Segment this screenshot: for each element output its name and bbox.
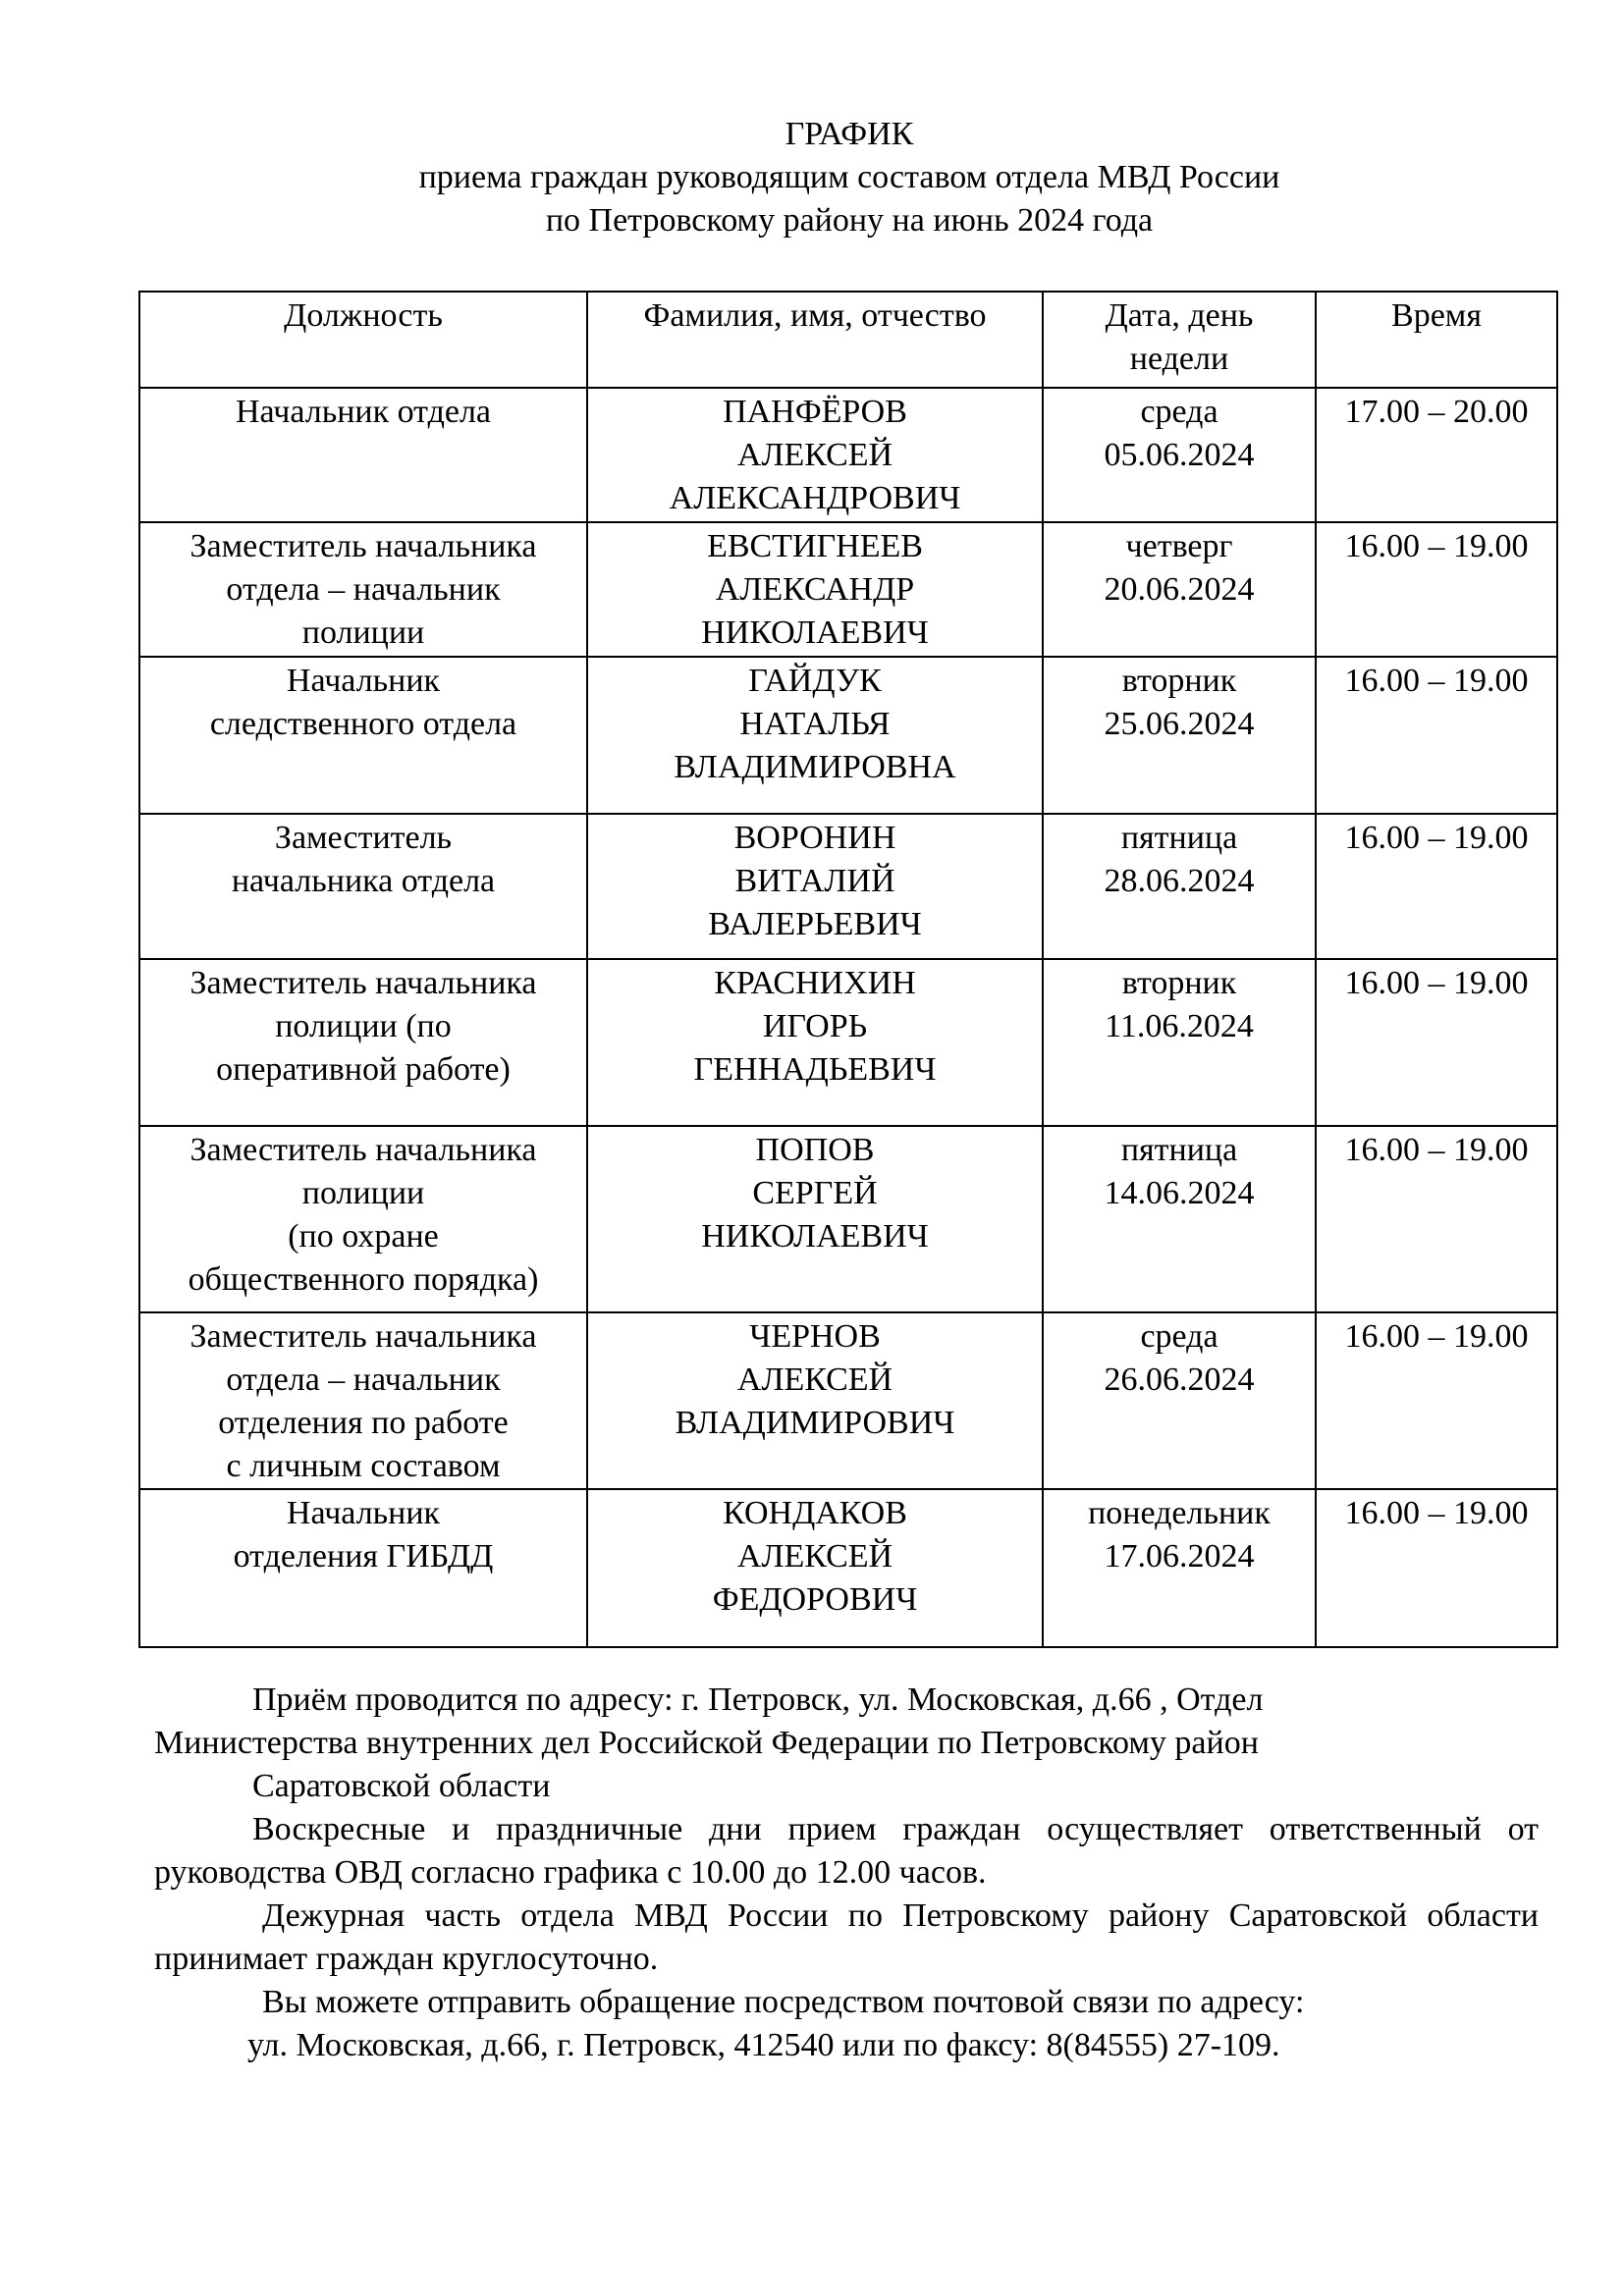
position-line: полиции [301, 614, 425, 651]
table-row [139, 522, 1557, 657]
name-line: ВАЛЕРЬЕВИЧ [708, 906, 922, 942]
title-subheading-2: по Петровскому району на июнь 2024 года [545, 202, 1154, 239]
name-line: СЕРГЕЙ [752, 1175, 878, 1211]
position-line: полиции (по [275, 1008, 452, 1044]
weekday-text: вторник [1121, 965, 1237, 1001]
position-line: Заместитель [274, 820, 453, 856]
header-date-line: Дата, день [1105, 297, 1254, 334]
mail-address-paragraph: ул. Московская, д.66, г. Петровск, 412540 или по факсу: 8(84555) 27-109. [247, 2027, 1280, 2063]
cell-time: 16.00 – 19.00 [1316, 1312, 1557, 1489]
address-line: Саратовской области [252, 1768, 551, 1804]
position-line: отделения ГИБДД [233, 1538, 494, 1575]
table-row [139, 657, 1557, 814]
position-line: оперативной работе) [216, 1051, 511, 1088]
cell-name [587, 657, 1043, 814]
header-date-line: недели [1129, 341, 1229, 377]
cell-position [139, 814, 587, 959]
name-line: ЕВСТИГНЕЕВ [707, 528, 923, 564]
position-line: общественного порядка) [188, 1261, 539, 1298]
weekday-text: вторник [1121, 663, 1237, 699]
name-line: ВЛАДИМИРОВНА [674, 749, 956, 785]
name-line: НАТАЛЬЯ [739, 706, 891, 742]
date-text: 26.06.2024 [1104, 1362, 1255, 1398]
duty-paragraph: Дежурная часть отдела МВД России по Петровскому району Саратовской области принимает граждан круглосуточно. [154, 1897, 1539, 1977]
weekday-text: понедельник [1088, 1495, 1271, 1531]
name-line: АЛЕКСЕЙ [736, 1362, 893, 1398]
cell-position [139, 388, 587, 522]
cell-time: 17.00 – 20.00 [1316, 388, 1557, 522]
address-line: Министерства внутренних дел Российской Федерации по Петровскому район [154, 1725, 1259, 1761]
cell-date [1043, 1312, 1316, 1489]
position-line: Заместитель начальника [189, 965, 537, 1001]
address-line: Приём проводится по адресу: г. Петровск, ул. Московская, д.66 , Отдел [252, 1682, 1264, 1718]
position-line: полиции [301, 1175, 425, 1211]
cell-time: 16.00 – 19.00 [1316, 1126, 1557, 1312]
cell-position [139, 1126, 587, 1312]
position-line: начальника отдела [231, 863, 496, 899]
cell-time: 16.00 – 19.00 [1316, 814, 1557, 959]
weekday-text: пятница [1120, 820, 1238, 856]
table-row [139, 1126, 1557, 1312]
weekday-text: среда [1140, 1318, 1218, 1355]
weekday-text: среда [1140, 394, 1218, 430]
cell-date [1043, 1489, 1316, 1647]
weekday-text: пятница [1120, 1132, 1238, 1168]
table-row [139, 1312, 1557, 1489]
cell-date [1043, 959, 1316, 1126]
cell-time: 16.00 – 19.00 [1316, 1489, 1557, 1647]
cell-time: 16.00 – 19.00 [1316, 657, 1557, 814]
cell-position [139, 1489, 587, 1647]
weekday-text: четверг [1125, 528, 1233, 564]
position-line: отделения по работе [218, 1405, 509, 1441]
document-title [295, 113, 1404, 242]
cell-position [139, 657, 587, 814]
name-line: АЛЕКСЕЙ [736, 1538, 893, 1575]
name-line: ВЛАДИМИРОВИЧ [675, 1405, 955, 1441]
date-text: 25.06.2024 [1104, 706, 1255, 742]
date-text: 20.06.2024 [1104, 571, 1255, 608]
header-position: Должность [139, 292, 587, 388]
schedule-table [138, 291, 1558, 1648]
table-row [139, 959, 1557, 1126]
name-line: ФЕДОРОВИЧ [712, 1581, 918, 1618]
name-line: ВИТАЛИЙ [734, 863, 895, 899]
cell-time: 16.00 – 19.00 [1316, 959, 1557, 1126]
cell-time: 16.00 – 19.00 [1316, 522, 1557, 657]
position-line: отдела – начальник [226, 571, 501, 608]
position-line: отдела – начальник [226, 1362, 501, 1398]
cell-name [587, 1489, 1043, 1647]
name-line: НИКОЛАЕВИЧ [701, 614, 929, 651]
cell-name [587, 1126, 1043, 1312]
position-line: Начальник [286, 663, 441, 699]
position-line: Заместитель начальника [189, 528, 537, 564]
table-row [139, 388, 1557, 522]
header-date [1043, 292, 1316, 388]
position-line: Начальник [286, 1495, 441, 1531]
cell-position [139, 522, 587, 657]
name-line: ЧЕРНОВ [749, 1318, 881, 1355]
cell-name [587, 388, 1043, 522]
date-text: 11.06.2024 [1105, 1008, 1254, 1044]
position-line: следственного отдела [209, 706, 517, 742]
name-line: АЛЕКСАНДРОВИЧ [669, 480, 961, 516]
cell-name [587, 959, 1043, 1126]
name-line: АЛЕКСАНДР [715, 571, 915, 608]
name-line: ПОПОВ [755, 1132, 875, 1168]
name-line: НИКОЛАЕВИЧ [701, 1218, 929, 1255]
name-line: АЛЕКСЕЙ [736, 437, 893, 473]
header-time: Время [1316, 292, 1557, 388]
cell-date [1043, 814, 1316, 959]
title-heading: ГРАФИК [785, 116, 914, 152]
name-line: ГАЙДУК [748, 663, 882, 699]
title-subheading: приема граждан руководящим составом отдела МВД России [418, 159, 1280, 195]
position-line: Начальник отдела [235, 394, 492, 430]
cell-name [587, 522, 1043, 657]
mail-paragraph: Вы можете отправить обращение посредством почтовой связи по адресу: [262, 1984, 1305, 2020]
position-line: Заместитель начальника [189, 1132, 537, 1168]
table-row [139, 814, 1557, 959]
name-line: ИГОРЬ [762, 1008, 868, 1044]
date-text: 28.06.2024 [1104, 863, 1255, 899]
table-row [139, 1489, 1557, 1647]
address-paragraph [154, 1679, 1539, 1808]
cell-date [1043, 388, 1316, 522]
weekend-paragraph: Воскресные и праздничные дни прием граждан осуществляет ответственный от руководства ОВД согласно графика с 10.00 до 12.00 часов. [154, 1811, 1539, 1891]
cell-date [1043, 522, 1316, 657]
position-line: с личным составом [226, 1448, 501, 1484]
date-text: 17.06.2024 [1104, 1538, 1255, 1575]
cell-name [587, 1312, 1043, 1489]
position-line: Заместитель начальника [189, 1318, 537, 1355]
name-line: ГЕННАДЬЕВИЧ [693, 1051, 937, 1088]
cell-date [1043, 657, 1316, 814]
footer-notes [154, 1679, 1539, 2067]
cell-position [139, 959, 587, 1126]
name-line: КРАСНИХИН [714, 965, 916, 1001]
date-text: 05.06.2024 [1104, 437, 1255, 473]
date-text: 14.06.2024 [1104, 1175, 1255, 1211]
cell-position [139, 1312, 587, 1489]
cell-name [587, 814, 1043, 959]
name-line: ПАНФЁРОВ [723, 394, 907, 430]
name-line: КОНДАКОВ [723, 1495, 907, 1531]
header-name: Фамилия, имя, отчество [587, 292, 1043, 388]
table-header-row [139, 292, 1557, 388]
name-line: ВОРОНИН [733, 820, 896, 856]
position-line: (по охране [288, 1218, 439, 1255]
cell-date [1043, 1126, 1316, 1312]
